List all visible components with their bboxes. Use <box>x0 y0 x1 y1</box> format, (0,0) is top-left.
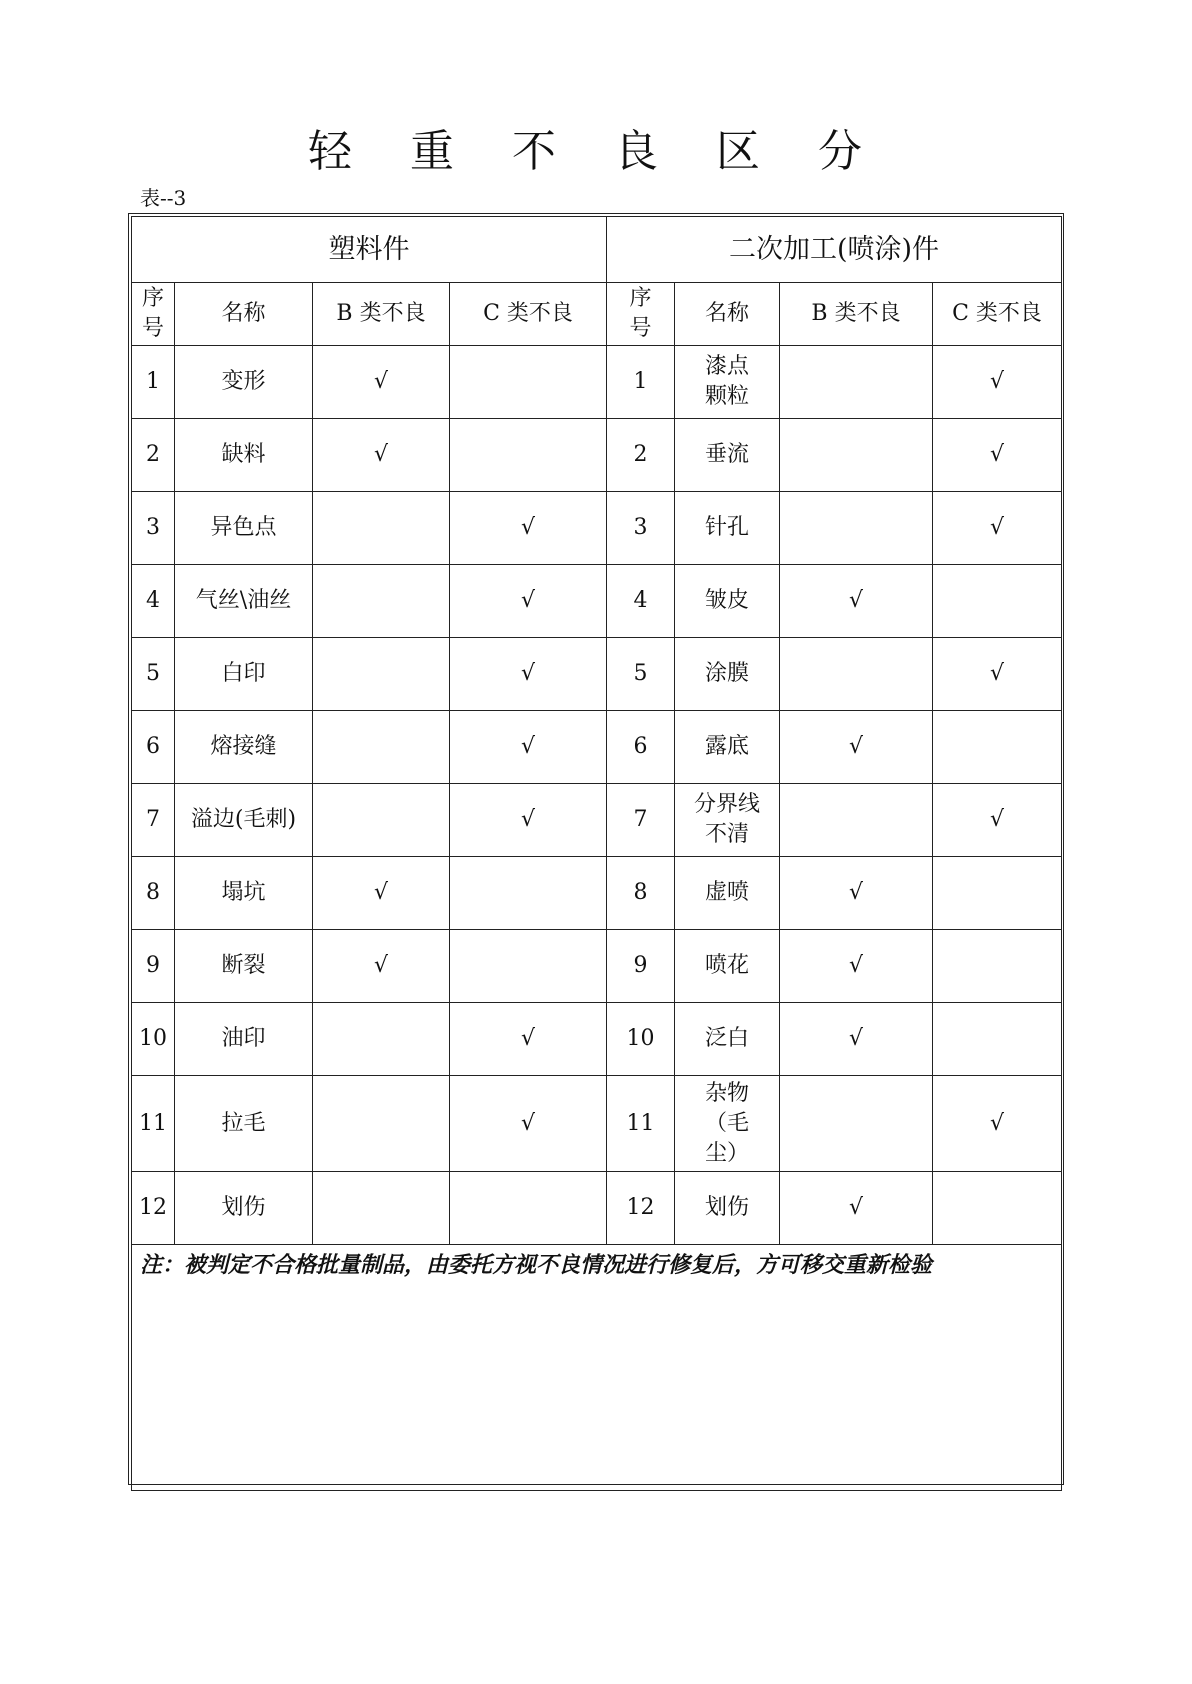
coating-defect-name: 虚喷 <box>675 857 780 930</box>
plastic-c-check: √ <box>450 711 607 784</box>
coating-c-check: √ <box>933 419 1062 492</box>
seq-cell: 10 <box>132 1003 175 1076</box>
table-row <box>132 346 1062 419</box>
plastic-c-check: √ <box>450 565 607 638</box>
plastic-b-check: √ <box>313 346 450 419</box>
coating-defect-name: 划伤 <box>675 1172 780 1245</box>
col-header-seq: 序 号 <box>607 283 675 346</box>
plastic-defect-name: 异色点 <box>175 492 313 565</box>
seq-cell: 4 <box>607 565 675 638</box>
coating-c-check <box>933 930 1062 1003</box>
plastic-b-check: √ <box>313 857 450 930</box>
group-header-row <box>132 217 1062 283</box>
coating-defect-name: 露底 <box>675 711 780 784</box>
col-header-c-defect: C 类不良 <box>450 283 607 346</box>
plastic-defect-name: 气丝\油丝 <box>175 565 313 638</box>
seq-cell: 10 <box>607 1003 675 1076</box>
coating-c-check: √ <box>933 492 1062 565</box>
plastic-b-check <box>313 565 450 638</box>
plastic-defect-name: 断裂 <box>175 930 313 1003</box>
seq-cell: 2 <box>132 419 175 492</box>
seq-cell: 4 <box>132 565 175 638</box>
plastic-defect-name: 拉毛 <box>175 1076 313 1172</box>
coating-b-check <box>780 784 933 857</box>
coating-defect-name: 针孔 <box>675 492 780 565</box>
coating-c-check <box>933 711 1062 784</box>
coating-defect-name: 喷花 <box>675 930 780 1003</box>
coating-c-check: √ <box>933 784 1062 857</box>
col-header-b-defect: B 类不良 <box>780 283 933 346</box>
seq-cell: 8 <box>607 857 675 930</box>
coating-b-check: √ <box>780 711 933 784</box>
coating-defect-name: 泛白 <box>675 1003 780 1076</box>
seq-cell: 6 <box>607 711 675 784</box>
plastic-defect-name: 白印 <box>175 638 313 711</box>
plastic-defect-name: 油印 <box>175 1003 313 1076</box>
group-header-coating: 二次加工(喷涂)件 <box>607 217 1062 283</box>
seq-cell: 9 <box>132 930 175 1003</box>
plastic-c-check <box>450 1172 607 1245</box>
coating-b-check <box>780 492 933 565</box>
plastic-defect-name: 缺料 <box>175 419 313 492</box>
col-header-seq: 序 号 <box>132 283 175 346</box>
note-row <box>132 1245 1062 1491</box>
plastic-c-check: √ <box>450 638 607 711</box>
coating-b-check <box>780 346 933 419</box>
plastic-defect-name: 划伤 <box>175 1172 313 1245</box>
coating-c-check <box>933 1172 1062 1245</box>
plastic-defect-name: 塌坑 <box>175 857 313 930</box>
seq-cell: 5 <box>607 638 675 711</box>
coating-b-check: √ <box>780 1003 933 1076</box>
seq-cell: 12 <box>132 1172 175 1245</box>
coating-defect-name: 垂流 <box>675 419 780 492</box>
plastic-c-check: √ <box>450 1076 607 1172</box>
plastic-c-check <box>450 419 607 492</box>
plastic-b-check <box>313 1172 450 1245</box>
table-row <box>132 930 1062 1003</box>
plastic-b-check: √ <box>313 930 450 1003</box>
coating-defect-name: 涂膜 <box>675 638 780 711</box>
coating-b-check <box>780 419 933 492</box>
plastic-b-check: √ <box>313 419 450 492</box>
coating-defect-name: 皱皮 <box>675 565 780 638</box>
table-row <box>132 1172 1062 1245</box>
seq-cell: 8 <box>132 857 175 930</box>
plastic-c-check <box>450 857 607 930</box>
coating-b-check: √ <box>780 1172 933 1245</box>
seq-cell: 2 <box>607 419 675 492</box>
table-row <box>132 419 1062 492</box>
seq-cell: 9 <box>607 930 675 1003</box>
table-row <box>132 492 1062 565</box>
coating-c-check <box>933 565 1062 638</box>
seq-cell: 7 <box>607 784 675 857</box>
plastic-b-check <box>313 711 450 784</box>
defect-classification-table <box>131 216 1062 1491</box>
col-header-name: 名称 <box>175 283 313 346</box>
coating-c-check: √ <box>933 1076 1062 1172</box>
seq-cell: 12 <box>607 1172 675 1245</box>
plastic-c-check: √ <box>450 784 607 857</box>
seq-cell: 5 <box>132 638 175 711</box>
seq-cell: 1 <box>132 346 175 419</box>
defect-table-frame <box>128 213 1064 1485</box>
column-header-row <box>132 283 1062 346</box>
seq-cell: 3 <box>132 492 175 565</box>
coating-c-check: √ <box>933 638 1062 711</box>
page-title: 轻 重 不 良 区 分 <box>308 126 884 177</box>
table-row <box>132 1003 1062 1076</box>
seq-cell: 11 <box>132 1076 175 1172</box>
plastic-b-check <box>313 1076 450 1172</box>
table-label: 表--3 <box>140 186 187 210</box>
table-row <box>132 857 1062 930</box>
table-row <box>132 711 1062 784</box>
plastic-c-check <box>450 346 607 419</box>
table-row <box>132 784 1062 857</box>
seq-cell: 3 <box>607 492 675 565</box>
coating-b-check <box>780 1076 933 1172</box>
coating-c-check <box>933 857 1062 930</box>
plastic-b-check <box>313 784 450 857</box>
col-header-c-defect: C 类不良 <box>933 283 1062 346</box>
plastic-c-check: √ <box>450 492 607 565</box>
seq-cell: 11 <box>607 1076 675 1172</box>
coating-c-check <box>933 1003 1062 1076</box>
col-header-b-defect: B 类不良 <box>313 283 450 346</box>
coating-b-check <box>780 638 933 711</box>
plastic-b-check <box>313 1003 450 1076</box>
table-row <box>132 638 1062 711</box>
plastic-defect-name: 溢边(毛刺) <box>175 784 313 857</box>
plastic-b-check <box>313 638 450 711</box>
seq-cell: 7 <box>132 784 175 857</box>
coating-c-check: √ <box>933 346 1062 419</box>
coating-defect-name: 漆点 颗粒 <box>675 346 780 419</box>
coating-b-check: √ <box>780 857 933 930</box>
coating-defect-name: 杂物 （毛 尘） <box>675 1076 780 1172</box>
seq-cell: 1 <box>607 346 675 419</box>
note-text: 注：被判定不合格批量制品，由委托方视不良情况进行修复后，方可移交重新检验 <box>132 1245 1062 1491</box>
seq-cell: 6 <box>132 711 175 784</box>
group-header-plastic: 塑料件 <box>132 217 607 283</box>
table-row <box>132 1076 1062 1172</box>
coating-b-check: √ <box>780 565 933 638</box>
coating-b-check: √ <box>780 930 933 1003</box>
table-row <box>132 565 1062 638</box>
col-header-name: 名称 <box>675 283 780 346</box>
plastic-b-check <box>313 492 450 565</box>
coating-defect-name: 分界线 不清 <box>675 784 780 857</box>
plastic-defect-name: 变形 <box>175 346 313 419</box>
plastic-defect-name: 熔接缝 <box>175 711 313 784</box>
plastic-c-check: √ <box>450 1003 607 1076</box>
plastic-c-check <box>450 930 607 1003</box>
